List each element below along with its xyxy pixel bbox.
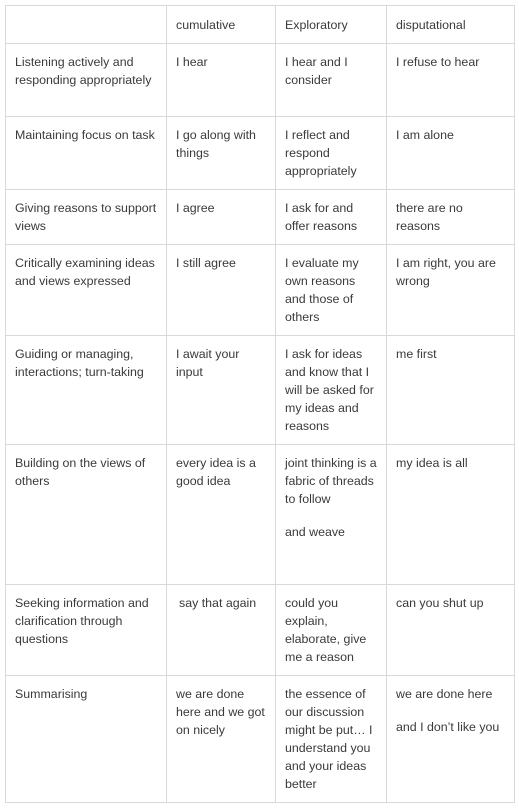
table-row <box>6 190 515 245</box>
cumulative-cell: I agree <box>167 190 276 245</box>
table-row <box>6 676 515 803</box>
exploratory-cell <box>276 445 387 585</box>
exploratory-cell: I reflect and respond appropriately <box>276 117 387 190</box>
row-label: Summarising <box>6 676 167 803</box>
row-label: Maintaining focus on task <box>6 117 167 190</box>
row-label: Guiding or managing, interactions; turn-taking <box>6 336 167 445</box>
row-label: Seeking information and clarification through questions <box>6 585 167 676</box>
row-label: Giving reasons to support views <box>6 190 167 245</box>
paragraph-gap <box>396 703 505 718</box>
disputational-text: we are done here <box>396 687 493 701</box>
disputational-cell: my idea is all <box>387 445 515 585</box>
header-exploratory: Exploratory <box>276 6 387 44</box>
cumulative-cell: I hear <box>167 44 276 117</box>
cumulative-cell: we are done here and we got on nicely <box>167 676 276 803</box>
table-row <box>6 585 515 676</box>
exploratory-cell: could you explain, elaborate, give me a reason <box>276 585 387 676</box>
disputational-cell: there are no reasons <box>387 190 515 245</box>
talk-types-table <box>5 5 515 803</box>
cumulative-cell: I still agree <box>167 245 276 336</box>
cumulative-cell <box>167 585 276 676</box>
header-cumulative: cumulative <box>167 6 276 44</box>
disputational-cell: I am right, you are wrong <box>387 245 515 336</box>
disputational-cell: I refuse to hear <box>387 44 515 117</box>
disputational-cell <box>387 676 515 803</box>
table-row <box>6 44 515 117</box>
exploratory-text-continued: and weave <box>285 525 345 539</box>
cumulative-cell: I await your input <box>167 336 276 445</box>
paragraph-gap <box>285 508 377 523</box>
table-row <box>6 117 515 190</box>
cumulative-cell: every idea is a good idea <box>167 445 276 585</box>
table-header-row <box>6 6 515 44</box>
exploratory-cell: the essence of our discussion might be put… I understand you and your ideas better <box>276 676 387 803</box>
disputational-cell: can you shut up <box>387 585 515 676</box>
header-disputational: disputational <box>387 6 515 44</box>
disputational-cell: I am alone <box>387 117 515 190</box>
talk-types-table-container <box>5 5 515 803</box>
header-empty-cell <box>6 6 167 44</box>
row-label: Critically examining ideas and views expressed <box>6 245 167 336</box>
cumulative-cell: I go along with things <box>167 117 276 190</box>
row-label: Building on the views of others <box>6 445 167 585</box>
table-row <box>6 336 515 445</box>
table-row <box>6 245 515 336</box>
exploratory-cell: I hear and I consider <box>276 44 387 117</box>
exploratory-cell: I evaluate my own reasons and those of others <box>276 245 387 336</box>
row-label: Listening actively and responding appropriately <box>6 44 167 117</box>
exploratory-text: joint thinking is a fabric of threads to follow <box>285 456 377 506</box>
table-row <box>6 445 515 585</box>
cumulative-text: say that again <box>179 596 257 610</box>
exploratory-cell: I ask for ideas and know that I will be asked for my ideas and reasons <box>276 336 387 445</box>
exploratory-cell: I ask for and offer reasons <box>276 190 387 245</box>
disputational-cell: me first <box>387 336 515 445</box>
disputational-text-continued: and I don’t like you <box>396 720 500 734</box>
